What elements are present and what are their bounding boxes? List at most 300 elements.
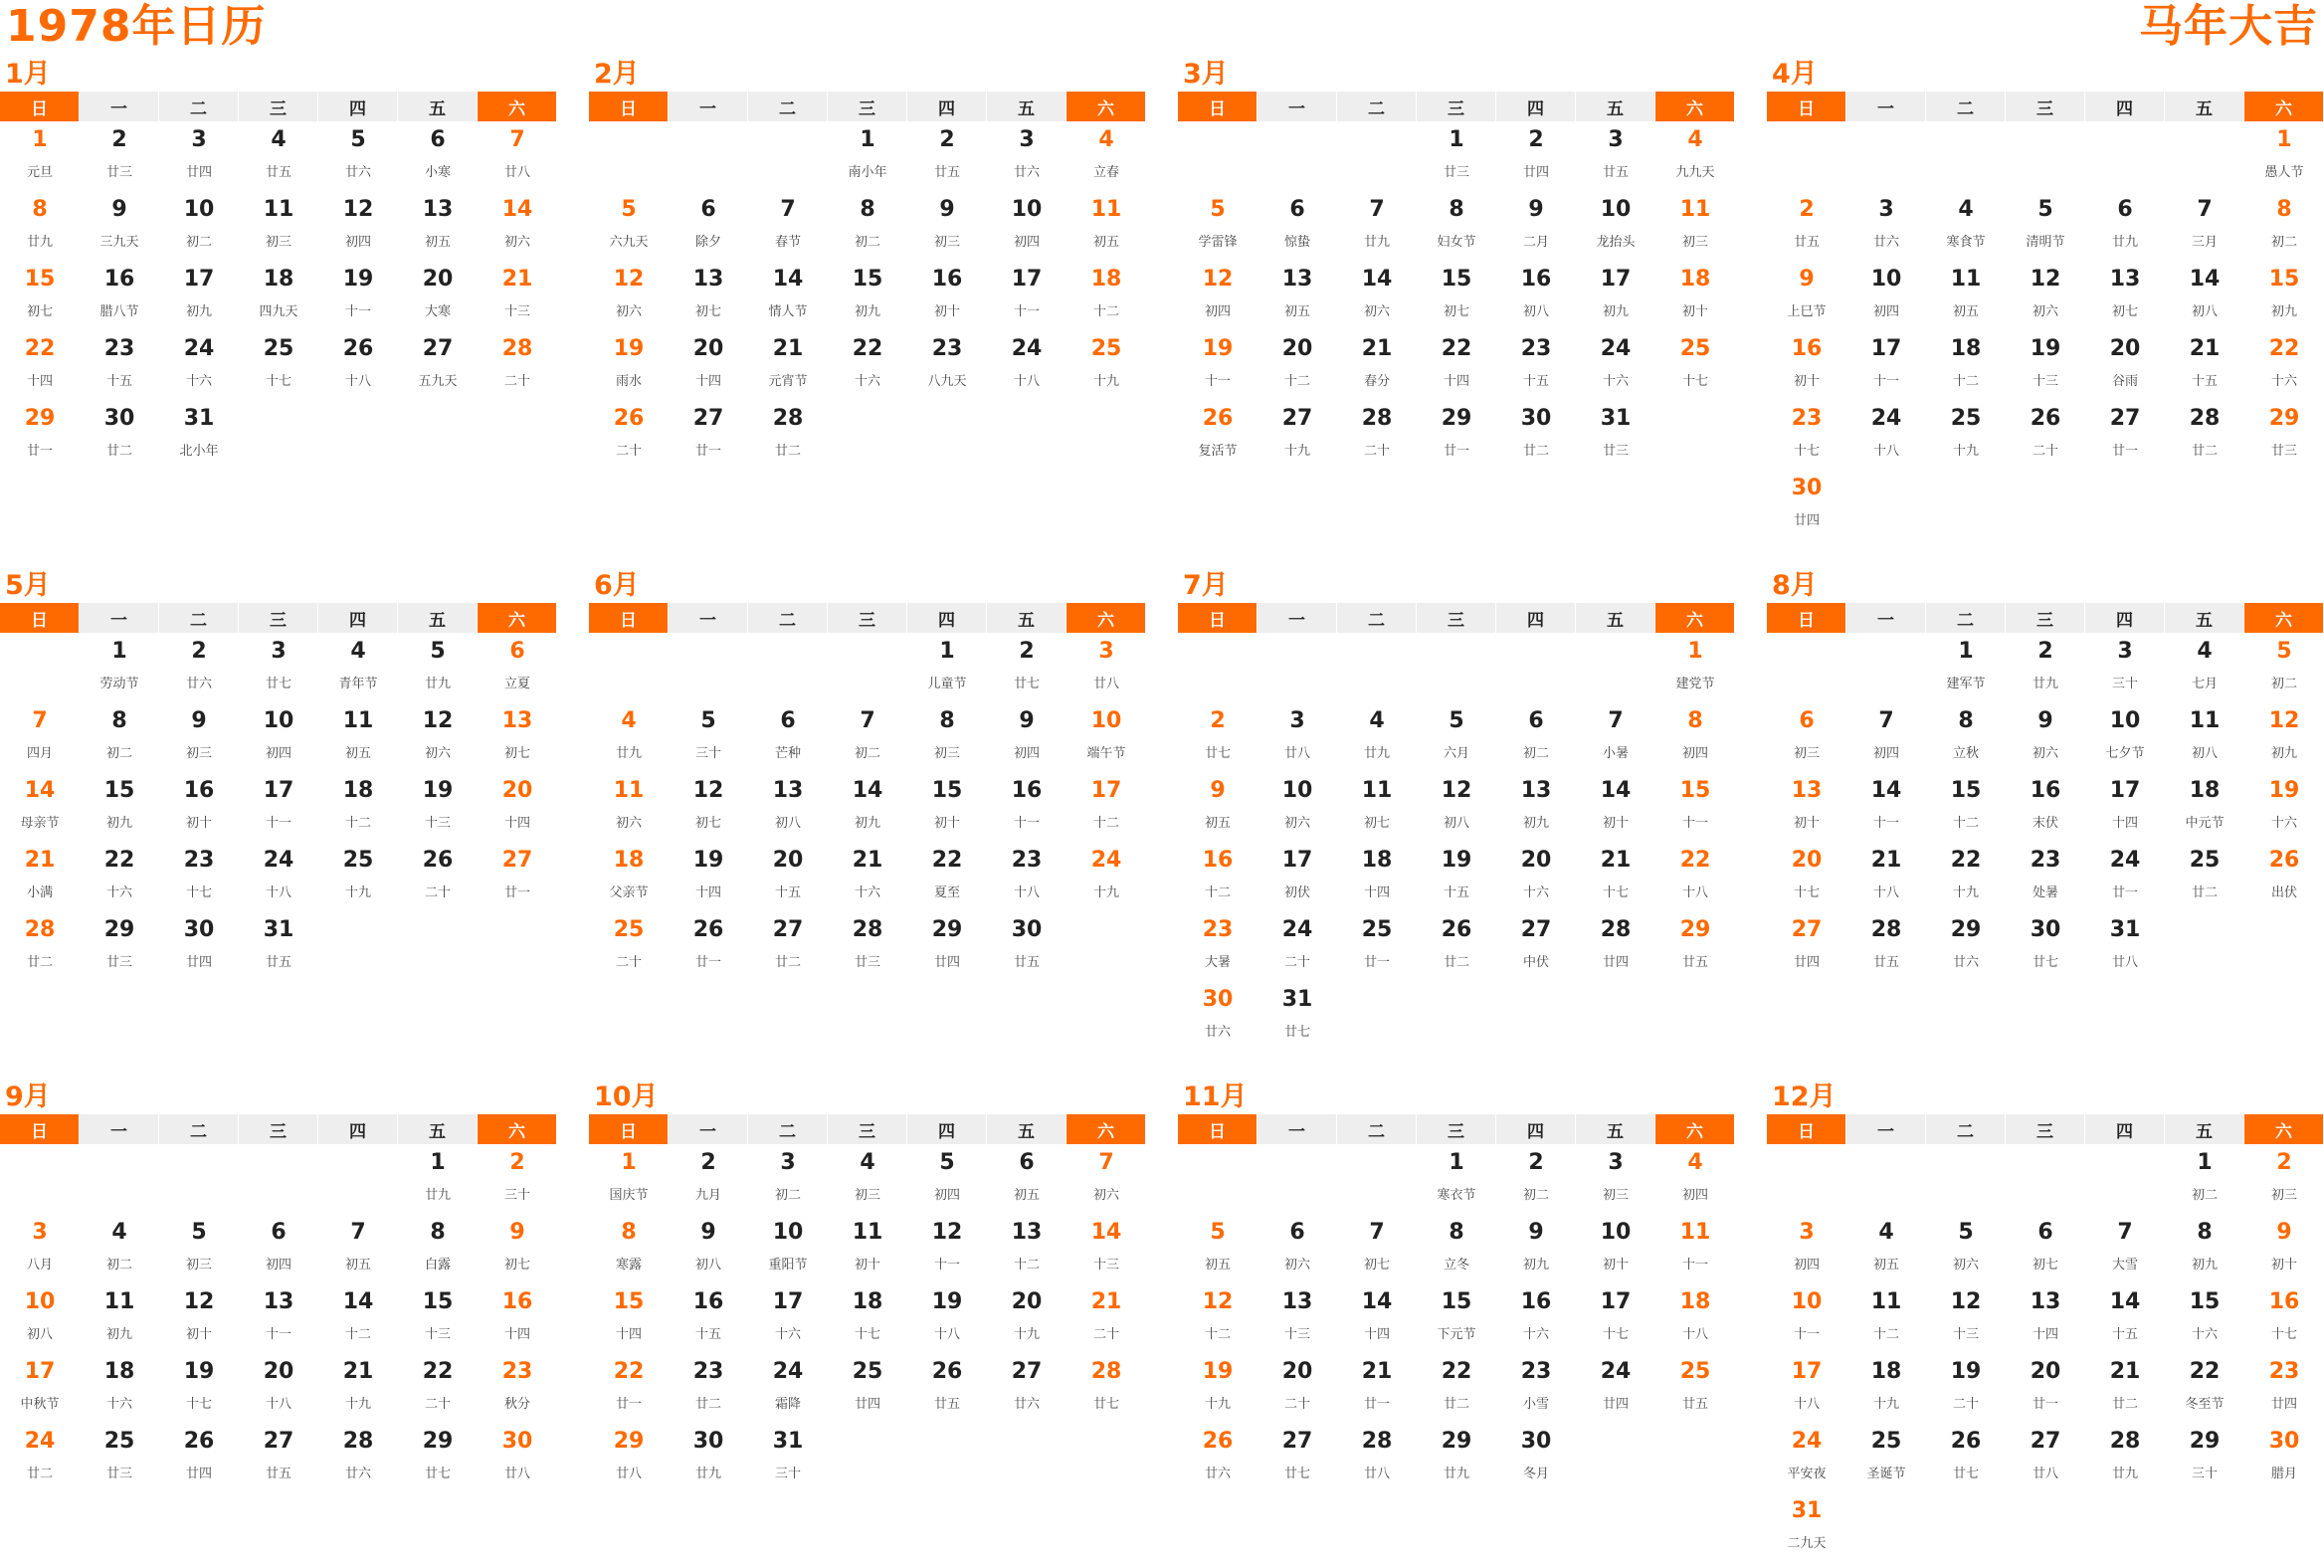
day-cell[interactable]: [1066, 778, 1146, 848]
day-cell[interactable]: [159, 197, 239, 267]
day-cell[interactable]: [478, 778, 557, 848]
day-cell[interactable]: [589, 708, 669, 778]
day-cell[interactable]: [0, 1220, 80, 1289]
day-cell[interactable]: [1337, 778, 1417, 848]
day-cell[interactable]: [0, 917, 80, 987]
day-cell[interactable]: [589, 1220, 669, 1289]
day-cell[interactable]: [2165, 1429, 2244, 1498]
day-cell[interactable]: [159, 1429, 239, 1498]
day-cell[interactable]: [0, 778, 80, 848]
day-cell[interactable]: [589, 848, 669, 917]
day-cell[interactable]: [1655, 1220, 1735, 1289]
day-cell[interactable]: [1066, 127, 1146, 197]
day-cell[interactable]: [907, 1289, 987, 1359]
day-cell[interactable]: [1417, 708, 1496, 778]
day-cell[interactable]: [1178, 987, 1258, 1057]
day-cell[interactable]: [748, 1359, 828, 1429]
day-cell[interactable]: [748, 917, 828, 987]
day-cell[interactable]: [2244, 778, 2324, 848]
day-cell[interactable]: [1496, 1289, 1576, 1359]
day-cell[interactable]: [748, 848, 828, 917]
day-cell[interactable]: [907, 1359, 987, 1429]
day-cell[interactable]: [669, 1429, 748, 1498]
day-cell[interactable]: [907, 778, 987, 848]
day-cell[interactable]: [159, 917, 239, 987]
day-cell[interactable]: [0, 127, 80, 197]
day-cell[interactable]: [318, 336, 398, 406]
day-cell[interactable]: [478, 1150, 557, 1220]
day-cell[interactable]: [828, 1359, 907, 1429]
day-cell[interactable]: [987, 1289, 1066, 1359]
day-cell[interactable]: [1496, 1150, 1576, 1220]
day-cell[interactable]: [828, 1289, 907, 1359]
day-cell[interactable]: [589, 336, 669, 406]
day-cell[interactable]: [398, 267, 478, 336]
day-cell[interactable]: [1655, 708, 1735, 778]
day-cell[interactable]: [907, 1220, 987, 1289]
day-cell[interactable]: [2006, 267, 2085, 336]
day-cell[interactable]: [987, 336, 1066, 406]
day-cell[interactable]: [1337, 336, 1417, 406]
day-cell[interactable]: [2006, 1289, 2085, 1359]
day-cell[interactable]: [1337, 1429, 1417, 1498]
day-cell[interactable]: [2165, 406, 2244, 476]
day-cell[interactable]: [1258, 336, 1337, 406]
day-cell[interactable]: [1767, 406, 1846, 476]
day-cell[interactable]: [1337, 406, 1417, 476]
day-cell[interactable]: [2085, 917, 2165, 987]
day-cell[interactable]: [2085, 197, 2165, 267]
day-cell[interactable]: [748, 406, 828, 476]
day-cell[interactable]: [239, 848, 318, 917]
day-cell[interactable]: [1417, 267, 1496, 336]
day-cell[interactable]: [2165, 708, 2244, 778]
day-cell[interactable]: [907, 127, 987, 197]
day-cell[interactable]: [2006, 1359, 2085, 1429]
day-cell[interactable]: [2006, 1429, 2085, 1498]
day-cell[interactable]: [1258, 708, 1337, 778]
day-cell[interactable]: [1496, 778, 1576, 848]
day-cell[interactable]: [1767, 197, 1846, 267]
day-cell[interactable]: [398, 336, 478, 406]
day-cell[interactable]: [1066, 267, 1146, 336]
day-cell[interactable]: [1178, 197, 1258, 267]
day-cell[interactable]: [0, 336, 80, 406]
day-cell[interactable]: [1576, 1150, 1655, 1220]
day-cell[interactable]: [2085, 1359, 2165, 1429]
day-cell[interactable]: [0, 197, 80, 267]
day-cell[interactable]: [1926, 778, 2006, 848]
day-cell[interactable]: [669, 917, 748, 987]
day-cell[interactable]: [1846, 267, 1926, 336]
day-cell[interactable]: [1846, 778, 1926, 848]
day-cell[interactable]: [318, 848, 398, 917]
day-cell[interactable]: [669, 406, 748, 476]
day-cell[interactable]: [80, 1220, 159, 1289]
day-cell[interactable]: [1655, 197, 1735, 267]
day-cell[interactable]: [239, 639, 318, 708]
day-cell[interactable]: [80, 406, 159, 476]
day-cell[interactable]: [1496, 708, 1576, 778]
day-cell[interactable]: [1258, 987, 1337, 1057]
day-cell[interactable]: [1655, 917, 1735, 987]
day-cell[interactable]: [80, 267, 159, 336]
day-cell[interactable]: [1178, 848, 1258, 917]
day-cell[interactable]: [239, 267, 318, 336]
day-cell[interactable]: [1926, 639, 2006, 708]
day-cell[interactable]: [1767, 336, 1846, 406]
day-cell[interactable]: [1417, 1150, 1496, 1220]
day-cell[interactable]: [318, 267, 398, 336]
day-cell[interactable]: [478, 708, 557, 778]
day-cell[interactable]: [828, 1150, 907, 1220]
day-cell[interactable]: [1576, 708, 1655, 778]
day-cell[interactable]: [1258, 406, 1337, 476]
day-cell[interactable]: [1926, 1429, 2006, 1498]
day-cell[interactable]: [2006, 778, 2085, 848]
day-cell[interactable]: [1258, 1429, 1337, 1498]
day-cell[interactable]: [80, 1359, 159, 1429]
day-cell[interactable]: [1926, 197, 2006, 267]
day-cell[interactable]: [1066, 639, 1146, 708]
day-cell[interactable]: [1767, 476, 1846, 545]
day-cell[interactable]: [2244, 639, 2324, 708]
day-cell[interactable]: [159, 1289, 239, 1359]
day-cell[interactable]: [1066, 848, 1146, 917]
day-cell[interactable]: [1178, 267, 1258, 336]
day-cell[interactable]: [1655, 778, 1735, 848]
day-cell[interactable]: [0, 1359, 80, 1429]
day-cell[interactable]: [987, 267, 1066, 336]
day-cell[interactable]: [1576, 336, 1655, 406]
day-cell[interactable]: [669, 848, 748, 917]
day-cell[interactable]: [1417, 1359, 1496, 1429]
day-cell[interactable]: [1066, 1150, 1146, 1220]
day-cell[interactable]: [1066, 1359, 1146, 1429]
day-cell[interactable]: [1178, 1220, 1258, 1289]
day-cell[interactable]: [748, 1289, 828, 1359]
day-cell[interactable]: [239, 1289, 318, 1359]
day-cell[interactable]: [1178, 917, 1258, 987]
day-cell[interactable]: [1178, 1429, 1258, 1498]
day-cell[interactable]: [1655, 848, 1735, 917]
day-cell[interactable]: [748, 267, 828, 336]
day-cell[interactable]: [159, 267, 239, 336]
day-cell[interactable]: [478, 197, 557, 267]
day-cell[interactable]: [318, 1289, 398, 1359]
day-cell[interactable]: [80, 127, 159, 197]
day-cell[interactable]: [1496, 197, 1576, 267]
day-cell[interactable]: [748, 1220, 828, 1289]
day-cell[interactable]: [2085, 1289, 2165, 1359]
day-cell[interactable]: [1767, 848, 1846, 917]
day-cell[interactable]: [828, 917, 907, 987]
day-cell[interactable]: [80, 639, 159, 708]
day-cell[interactable]: [669, 1359, 748, 1429]
day-cell[interactable]: [0, 1429, 80, 1498]
day-cell[interactable]: [478, 336, 557, 406]
day-cell[interactable]: [1846, 917, 1926, 987]
day-cell[interactable]: [1846, 1429, 1926, 1498]
day-cell[interactable]: [1576, 406, 1655, 476]
day-cell[interactable]: [1417, 778, 1496, 848]
day-cell[interactable]: [1417, 1220, 1496, 1289]
day-cell[interactable]: [1767, 1359, 1846, 1429]
day-cell[interactable]: [2006, 406, 2085, 476]
day-cell[interactable]: [1337, 917, 1417, 987]
day-cell[interactable]: [1496, 406, 1576, 476]
day-cell[interactable]: [1337, 1359, 1417, 1429]
day-cell[interactable]: [828, 1220, 907, 1289]
day-cell[interactable]: [907, 1150, 987, 1220]
day-cell[interactable]: [1178, 778, 1258, 848]
day-cell[interactable]: [2244, 267, 2324, 336]
day-cell[interactable]: [1258, 848, 1337, 917]
day-cell[interactable]: [1846, 1289, 1926, 1359]
day-cell[interactable]: [2085, 708, 2165, 778]
day-cell[interactable]: [1767, 1220, 1846, 1289]
day-cell[interactable]: [398, 848, 478, 917]
day-cell[interactable]: [2006, 848, 2085, 917]
day-cell[interactable]: [907, 197, 987, 267]
day-cell[interactable]: [2244, 848, 2324, 917]
day-cell[interactable]: [2085, 848, 2165, 917]
day-cell[interactable]: [748, 1429, 828, 1498]
day-cell[interactable]: [1496, 267, 1576, 336]
day-cell[interactable]: [2085, 406, 2165, 476]
day-cell[interactable]: [318, 1429, 398, 1498]
day-cell[interactable]: [2085, 1429, 2165, 1498]
day-cell[interactable]: [159, 708, 239, 778]
day-cell[interactable]: [1926, 1359, 2006, 1429]
day-cell[interactable]: [2244, 1150, 2324, 1220]
day-cell[interactable]: [1258, 1289, 1337, 1359]
day-cell[interactable]: [1576, 848, 1655, 917]
day-cell[interactable]: [1337, 708, 1417, 778]
day-cell[interactable]: [669, 336, 748, 406]
day-cell[interactable]: [1496, 848, 1576, 917]
day-cell[interactable]: [1417, 848, 1496, 917]
day-cell[interactable]: [478, 639, 557, 708]
day-cell[interactable]: [1576, 267, 1655, 336]
day-cell[interactable]: [1417, 1429, 1496, 1498]
day-cell[interactable]: [1576, 1359, 1655, 1429]
day-cell[interactable]: [589, 1150, 669, 1220]
day-cell[interactable]: [1846, 1220, 1926, 1289]
day-cell[interactable]: [80, 708, 159, 778]
day-cell[interactable]: [478, 1359, 557, 1429]
day-cell[interactable]: [1258, 1359, 1337, 1429]
day-cell[interactable]: [987, 127, 1066, 197]
day-cell[interactable]: [669, 267, 748, 336]
day-cell[interactable]: [1926, 708, 2006, 778]
day-cell[interactable]: [748, 197, 828, 267]
day-cell[interactable]: [1337, 197, 1417, 267]
day-cell[interactable]: [2244, 197, 2324, 267]
day-cell[interactable]: [1337, 848, 1417, 917]
day-cell[interactable]: [0, 267, 80, 336]
day-cell[interactable]: [1846, 197, 1926, 267]
day-cell[interactable]: [1576, 917, 1655, 987]
day-cell[interactable]: [80, 848, 159, 917]
day-cell[interactable]: [987, 1150, 1066, 1220]
day-cell[interactable]: [398, 778, 478, 848]
day-cell[interactable]: [2006, 708, 2085, 778]
day-cell[interactable]: [80, 917, 159, 987]
day-cell[interactable]: [1576, 778, 1655, 848]
day-cell[interactable]: [2006, 197, 2085, 267]
day-cell[interactable]: [1767, 1498, 1846, 1568]
day-cell[interactable]: [2085, 778, 2165, 848]
day-cell[interactable]: [2085, 336, 2165, 406]
day-cell[interactable]: [2006, 917, 2085, 987]
day-cell[interactable]: [318, 778, 398, 848]
day-cell[interactable]: [1767, 1429, 1846, 1498]
day-cell[interactable]: [1496, 1220, 1576, 1289]
day-cell[interactable]: [159, 848, 239, 917]
day-cell[interactable]: [398, 1150, 478, 1220]
day-cell[interactable]: [239, 917, 318, 987]
day-cell[interactable]: [589, 197, 669, 267]
day-cell[interactable]: [398, 1429, 478, 1498]
day-cell[interactable]: [669, 197, 748, 267]
day-cell[interactable]: [398, 1220, 478, 1289]
day-cell[interactable]: [589, 406, 669, 476]
day-cell[interactable]: [1178, 708, 1258, 778]
day-cell[interactable]: [239, 336, 318, 406]
day-cell[interactable]: [239, 708, 318, 778]
day-cell[interactable]: [987, 917, 1066, 987]
day-cell[interactable]: [987, 778, 1066, 848]
day-cell[interactable]: [987, 1359, 1066, 1429]
day-cell[interactable]: [1767, 917, 1846, 987]
day-cell[interactable]: [828, 708, 907, 778]
day-cell[interactable]: [1178, 1289, 1258, 1359]
day-cell[interactable]: [1066, 1289, 1146, 1359]
day-cell[interactable]: [2165, 197, 2244, 267]
day-cell[interactable]: [2244, 1359, 2324, 1429]
day-cell[interactable]: [318, 127, 398, 197]
day-cell[interactable]: [2244, 406, 2324, 476]
day-cell[interactable]: [318, 197, 398, 267]
day-cell[interactable]: [478, 1429, 557, 1498]
day-cell[interactable]: [1417, 127, 1496, 197]
day-cell[interactable]: [1846, 336, 1926, 406]
day-cell[interactable]: [828, 267, 907, 336]
day-cell[interactable]: [318, 708, 398, 778]
day-cell[interactable]: [2085, 267, 2165, 336]
day-cell[interactable]: [1926, 848, 2006, 917]
day-cell[interactable]: [80, 1429, 159, 1498]
day-cell[interactable]: [1926, 1289, 2006, 1359]
day-cell[interactable]: [1846, 406, 1926, 476]
day-cell[interactable]: [828, 127, 907, 197]
day-cell[interactable]: [589, 778, 669, 848]
day-cell[interactable]: [589, 267, 669, 336]
day-cell[interactable]: [907, 917, 987, 987]
day-cell[interactable]: [2165, 1289, 2244, 1359]
day-cell[interactable]: [828, 336, 907, 406]
day-cell[interactable]: [2165, 267, 2244, 336]
day-cell[interactable]: [589, 1429, 669, 1498]
day-cell[interactable]: [398, 1289, 478, 1359]
day-cell[interactable]: [239, 197, 318, 267]
day-cell[interactable]: [159, 639, 239, 708]
day-cell[interactable]: [748, 708, 828, 778]
day-cell[interactable]: [907, 639, 987, 708]
day-cell[interactable]: [1066, 336, 1146, 406]
day-cell[interactable]: [2165, 848, 2244, 917]
day-cell[interactable]: [2244, 127, 2324, 197]
day-cell[interactable]: [2244, 336, 2324, 406]
day-cell[interactable]: [1576, 127, 1655, 197]
day-cell[interactable]: [748, 336, 828, 406]
day-cell[interactable]: [478, 127, 557, 197]
day-cell[interactable]: [669, 1220, 748, 1289]
day-cell[interactable]: [1337, 1289, 1417, 1359]
day-cell[interactable]: [1178, 336, 1258, 406]
day-cell[interactable]: [0, 708, 80, 778]
day-cell[interactable]: [1846, 708, 1926, 778]
day-cell[interactable]: [987, 708, 1066, 778]
day-cell[interactable]: [1767, 778, 1846, 848]
day-cell[interactable]: [159, 778, 239, 848]
day-cell[interactable]: [159, 127, 239, 197]
day-cell[interactable]: [0, 1289, 80, 1359]
day-cell[interactable]: [1926, 406, 2006, 476]
day-cell[interactable]: [1926, 267, 2006, 336]
day-cell[interactable]: [2006, 1220, 2085, 1289]
day-cell[interactable]: [478, 1220, 557, 1289]
day-cell[interactable]: [907, 267, 987, 336]
day-cell[interactable]: [2244, 1289, 2324, 1359]
day-cell[interactable]: [1576, 197, 1655, 267]
day-cell[interactable]: [318, 1359, 398, 1429]
day-cell[interactable]: [398, 197, 478, 267]
day-cell[interactable]: [80, 197, 159, 267]
day-cell[interactable]: [1767, 1289, 1846, 1359]
day-cell[interactable]: [1178, 1359, 1258, 1429]
day-cell[interactable]: [987, 197, 1066, 267]
day-cell[interactable]: [80, 1289, 159, 1359]
day-cell[interactable]: [669, 1289, 748, 1359]
day-cell[interactable]: [1066, 197, 1146, 267]
day-cell[interactable]: [1258, 778, 1337, 848]
day-cell[interactable]: [2244, 1429, 2324, 1498]
day-cell[interactable]: [1767, 267, 1846, 336]
day-cell[interactable]: [1066, 1220, 1146, 1289]
day-cell[interactable]: [478, 267, 557, 336]
day-cell[interactable]: [1337, 267, 1417, 336]
day-cell[interactable]: [1417, 336, 1496, 406]
day-cell[interactable]: [0, 406, 80, 476]
day-cell[interactable]: [1496, 1359, 1576, 1429]
day-cell[interactable]: [2165, 336, 2244, 406]
day-cell[interactable]: [1417, 406, 1496, 476]
day-cell[interactable]: [828, 778, 907, 848]
day-cell[interactable]: [478, 848, 557, 917]
day-cell[interactable]: [2244, 708, 2324, 778]
day-cell[interactable]: [239, 1359, 318, 1429]
day-cell[interactable]: [398, 1359, 478, 1429]
day-cell[interactable]: [669, 708, 748, 778]
day-cell[interactable]: [1258, 1220, 1337, 1289]
day-cell[interactable]: [1655, 127, 1735, 197]
day-cell[interactable]: [1655, 267, 1735, 336]
day-cell[interactable]: [669, 778, 748, 848]
day-cell[interactable]: [1767, 708, 1846, 778]
day-cell[interactable]: [1846, 1359, 1926, 1429]
